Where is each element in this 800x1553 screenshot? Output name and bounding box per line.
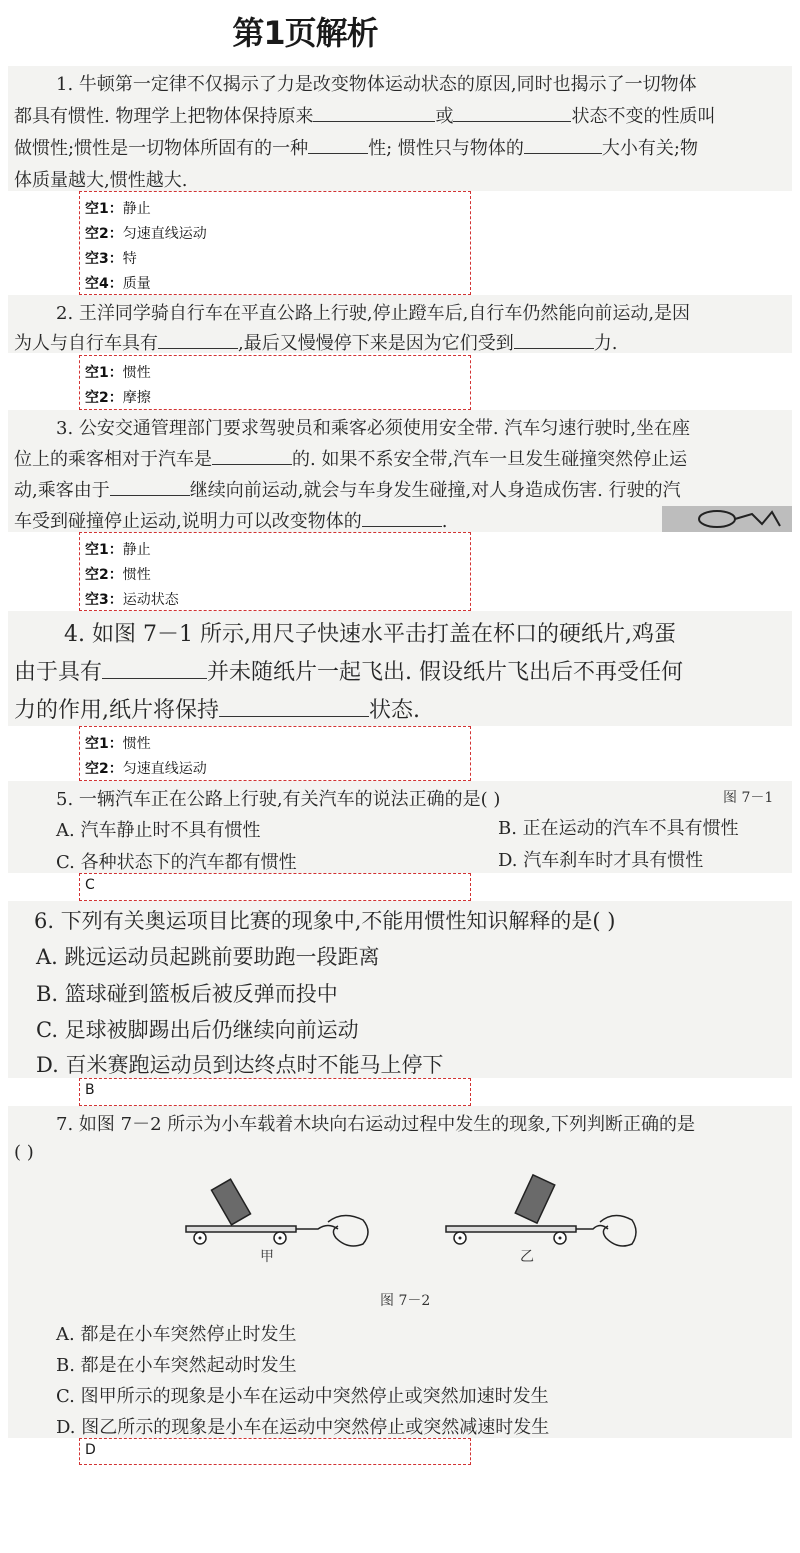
answer-box <box>79 1078 471 1106</box>
answer-row: 空2：匀速直线运动 <box>85 761 207 777</box>
question-text-line: 做惯性;惯性是一切物体所固有的一种 性; 惯性只与物体的 大小有关;物 <box>14 138 698 159</box>
fill-blank <box>102 678 207 679</box>
question-text-line: 3. 公安交通管理部门要求驾驶员和乘客必须使用安全带. 汽车匀速行驶时,坐在座 <box>56 418 691 439</box>
question-1 <box>8 66 792 191</box>
question-text-line: ( ) <box>14 1142 34 1163</box>
question-text-line: 位上的乘客相对于汽车是 的. 如果不系安全带,汽车一旦发生碰撞突然停止运 <box>14 449 688 470</box>
option-b: B. 都是在小车突然起动时发生 <box>56 1355 297 1376</box>
answer-row: 空3：特 <box>85 251 137 267</box>
figure-label-jia: 甲 <box>260 1249 274 1265</box>
question-text-line: 动,乘客由于 继续向前运动,就会与车身发生碰撞,对人身造成伤害. 行驶的汽 <box>14 480 681 501</box>
answer-value: B <box>85 1082 95 1098</box>
fill-blank <box>362 526 442 527</box>
question-text-line: 都具有惯性. 物理学上把物体保持原来 或 状态不变的性质叫 <box>14 106 716 127</box>
question-text-line: 由于具有 并未随纸片一起飞出. 假设纸片飞出后不再受任何 <box>14 660 684 685</box>
question-6 <box>8 901 792 1078</box>
cart-illustration-jia <box>168 1172 388 1254</box>
question-4 <box>8 611 792 726</box>
option-c: C. 足球被脚踢出后仍继续向前运动 <box>36 1018 359 1042</box>
glasses-illustration <box>662 506 792 532</box>
answer-box <box>79 191 471 295</box>
fill-blank <box>514 348 594 349</box>
option-a: A. 汽车静止时不具有惯性 <box>56 820 261 841</box>
question-7 <box>8 1106 792 1438</box>
answer-row: 空1：静止 <box>85 542 151 558</box>
answer-row: 空1：惯性 <box>85 365 151 381</box>
fill-blank <box>219 716 369 717</box>
fill-blank <box>524 153 602 154</box>
option-d: D. 图乙所示的现象是小车在运动中突然停止或突然减速时发生 <box>56 1417 550 1438</box>
answer-box <box>79 726 471 781</box>
option-d: D. 百米赛跑运动员到达终点时不能马上停下 <box>36 1053 444 1077</box>
answer-row: 空4：质量 <box>85 276 151 292</box>
answer-box <box>79 1438 471 1465</box>
fill-blank <box>313 121 435 122</box>
question-3 <box>8 410 792 532</box>
option-d: D. 汽车刹车时才具有惯性 <box>498 850 704 871</box>
fill-blank <box>212 464 292 465</box>
question-text-line: 7. 如图 7－2 所示为小车载着木块向右运动过程中发生的现象,下列判断正确的是 <box>56 1114 695 1135</box>
question-text-line: 6. 下列有关奥运项目比赛的现象中,不能用惯性知识解释的是( ) <box>34 909 616 933</box>
option-c: C. 各种状态下的汽车都有惯性 <box>56 852 297 873</box>
cart-illustration-yi <box>428 1172 648 1254</box>
answer-value: D <box>85 1442 96 1458</box>
question-text-line: 为人与自行车具有 ,最后又慢慢停下来是因为它们受到 力. <box>14 333 618 354</box>
fill-blank <box>158 348 238 349</box>
option-b: B. 正在运动的汽车不具有惯性 <box>498 818 739 839</box>
question-text-line: 体质量越大,惯性越大. <box>14 170 188 191</box>
fill-blank <box>308 153 368 154</box>
figure-label-yi: 乙 <box>520 1249 534 1265</box>
option-a: A. 跳远运动员起跳前要助跑一段距离 <box>36 945 380 969</box>
question-text-line: 4. 如图 7－1 所示,用尺子快速水平击打盖在杯口的硬纸片,鸡蛋 <box>64 622 676 647</box>
question-text-line: 2. 王洋同学骑自行车在平直公路上行驶,停止蹬车后,自行车仍然能向前运动,是因 <box>56 303 691 324</box>
option-a: A. 都是在小车突然停止时发生 <box>56 1324 297 1345</box>
answer-row: 空2：匀速直线运动 <box>85 226 207 242</box>
question-text-line: 车受到碰撞停止运动,说明力可以改变物体的 . <box>14 511 448 532</box>
question-text-line: 1. 牛顿第一定律不仅揭示了力是改变物体运动状态的原因,同时也揭示了一切物体 <box>56 74 697 95</box>
answer-box <box>79 532 471 611</box>
question-text-line: 力的作用,纸片将保持 状态. <box>14 698 420 723</box>
question-2 <box>8 295 792 353</box>
answer-row: 空1：惯性 <box>85 736 151 752</box>
page-title: 第1页解析 <box>232 14 378 52</box>
fill-blank <box>110 495 190 496</box>
answer-box <box>79 873 471 901</box>
figure-caption: 图 7－1 <box>723 790 774 806</box>
option-c: C. 图甲所示的现象是小车在运动中突然停止或突然加速时发生 <box>56 1386 549 1407</box>
answer-row: 空2：惯性 <box>85 567 151 583</box>
question-5 <box>8 781 792 873</box>
answer-box <box>79 355 471 410</box>
answer-row: 空1：静止 <box>85 201 151 217</box>
question-text-line: 5. 一辆汽车正在公路上行驶,有关汽车的说法正确的是( ) <box>56 789 501 810</box>
option-b: B. 篮球碰到篮板后被反弹而投中 <box>36 982 338 1006</box>
figure-caption: 图 7－2 <box>380 1293 431 1309</box>
answer-row: 空2：摩擦 <box>85 390 151 406</box>
fill-blank <box>453 121 571 122</box>
answer-row: 空3：运动状态 <box>85 592 179 608</box>
answer-value: C <box>85 877 95 893</box>
